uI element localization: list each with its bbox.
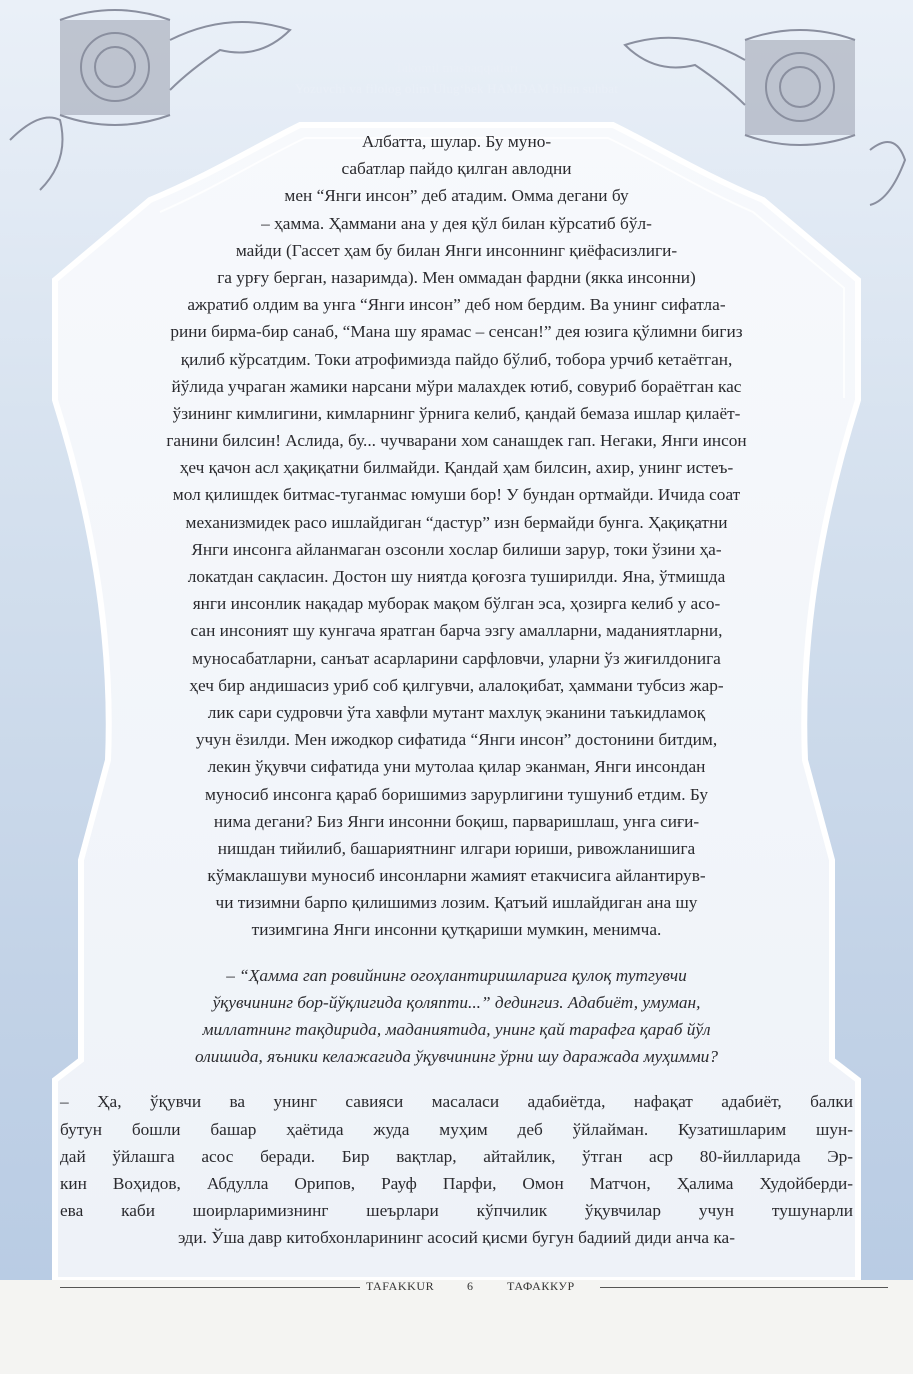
text-line: янги инсонлик нақадар муборак мақом бўлган эса, ҳозирга келиб у асо- bbox=[192, 594, 721, 614]
text-line: Албатта, шулар. Бу муно- bbox=[361, 132, 552, 151]
text-line: кин Воҳидов, Абдулла Орипов, Рауф Парфи, Омон Матчон, Ҳалима Худойберди- bbox=[60, 1173, 853, 1193]
text-line: бутун бошли башар ҳаётида жуда муҳим деб ўйлайман. Кузатишларим шун- bbox=[60, 1119, 853, 1139]
answer-paragraph bbox=[60, 128, 853, 944]
text-line: мол қилишдек битмас-туганмас юмуши бор! У бундан ортмайди. Ичида соат bbox=[172, 485, 741, 505]
text-line: тизимгина Янги инсонни қутқариши мумкин, менимча. bbox=[251, 920, 662, 940]
footer-magazine-cyrillic: ТАФАККУР bbox=[507, 1279, 575, 1293]
text-line: миллатнинг тақдирида, маданиятида, унинг қай тарафга қараб йўл bbox=[202, 1020, 711, 1039]
text-line: механизмидек расо ишлайдиган “дастур” изн бермайди бунга. Ҳақиқатни bbox=[185, 512, 728, 532]
text-line: ўқувчининг бор-йўқлигида қоляпти...” дедингиз. Адабиёт, умуман, bbox=[212, 992, 701, 1012]
text-line: чи тизимни барпо қилишимиз лозим. Қатъий ишлайдиган ана шу bbox=[215, 893, 698, 913]
text-line: Янги инсонга айланмаган озсонли хослар билиши зарур, токи ўзини ҳа- bbox=[191, 539, 722, 559]
page-number: 6 bbox=[467, 1279, 474, 1293]
text-line: рини бирма-бир санаб, “Мана шу ярамас – сенсан!” дея юзига қўлимни бигиз bbox=[170, 322, 743, 342]
text-line: майди (Гассет ҳам бу билан Янги инсоннинг қиёфасизлиги- bbox=[235, 240, 678, 260]
text-line: учун ёзилди. Мен ижодкор сифатида “Янги инсон” достонини битдим, bbox=[195, 730, 718, 750]
text-line: лик сари судровчи ўта хавфли мутант махлуқ эканини таъкидламоқ bbox=[207, 702, 706, 722]
text-line: ажратиб олдим ва унга “Янги инсон” деб ном бердим. Ва унинг сифатла- bbox=[187, 295, 726, 315]
text-line: – Ҳа, ўқувчи ва унинг савияси масаласи адабиётда, нафақат адабиёт, балки bbox=[60, 1092, 853, 1112]
text-line: қилиб кўрсатдим. Токи атрофимизда пайдо бўлиб, тобора урчиб кетаётган, bbox=[180, 349, 733, 369]
text-line: нима дегани? Биз Янги инсонни боқиш, парваришлаш, унга сиғи- bbox=[213, 811, 700, 831]
text-line: локатдан сақласин. Достон шу ниятда қоғозга туширилди. Яна, ўтмишда bbox=[187, 567, 726, 586]
text-line: га урғу берган, назаримда). Мен оммадан фардни (якка инсонни) bbox=[217, 267, 696, 287]
text-line: мен “Янги инсон” деб атадим. Омма дегани бу bbox=[284, 186, 629, 206]
footer-rule-right bbox=[600, 1287, 888, 1288]
footer-rule-left bbox=[60, 1287, 360, 1288]
footer-magazine-latin: TAFAKKUR bbox=[366, 1279, 435, 1293]
text-line: – ҳамма. Ҳаммани ана у дея қўл билан кўрсатиб бўл- bbox=[261, 213, 652, 233]
text-line: муносабатларни, санъат асарларини сарфловчи, уларни ўз жиғилдонига bbox=[192, 648, 721, 668]
header-interview-subtitle: Yozuvchi va filolog olim Ulug‘bek HAMDAM bilan suhbat bbox=[294, 81, 619, 96]
article-body bbox=[60, 128, 853, 1252]
text-line: ева каби шоирларимизнинг шеърлари кўпчилик ўқувчилар учун тушунарли bbox=[60, 1201, 853, 1221]
text-line: – “Ҳамма гап ровийнинг огоҳлантиришларига қулоқ тутгувчи bbox=[226, 965, 687, 985]
text-line: муносиб инсонга қараб боришимиз зарурлигини тушуниб етдим. Бу bbox=[204, 784, 708, 804]
page-footer bbox=[0, 1277, 913, 1297]
text-line: олишида, яъники келажагида ўқувчининг ўрни шу даражада муҳимми? bbox=[195, 1047, 718, 1067]
text-line: йўлида учраган жамики нарсани мўри малахдек ютиб, совуриб бораётган кас bbox=[171, 376, 742, 396]
header-series-title: Takomil mashaqqatlari bbox=[394, 60, 519, 75]
text-line: сабатлар пайдо қилган авлодни bbox=[341, 159, 572, 179]
text-line: нишдан тийилиб, башариятнинг илгари юриши, ривожланишига bbox=[217, 838, 696, 858]
text-line: ўзининг кимлигини, кимларнинг ўрнига келиб, қандай бемаза ишлар қилаёт- bbox=[172, 403, 741, 423]
interviewer-question bbox=[60, 962, 853, 1071]
text-line: ҳеч қачон асл ҳақиқатни билмайди. Қандай ҳам билсин, ахир, унинг истеъ- bbox=[179, 458, 734, 478]
text-line: лекин ўқувчи сифатида уни мутолаа қилар эканман, Янги инсондан bbox=[207, 757, 706, 777]
text-line: кўмаклашуви муносиб инсонларни жамият етакчисига айлантирув- bbox=[207, 866, 706, 886]
text-line: ҳеч бир андишасиз уриб соб қилгувчи, алалоқибат, ҳаммани тубсиз жар- bbox=[189, 675, 724, 695]
text-line: ганини билсин! Аслида, бу... чучварани хом санашдек гап. Негаки, Янги инсон bbox=[166, 431, 747, 451]
text-line: дай ўйлашга асос беради. Бир вақтлар, айтайлик, ўтган аср 80-йилларида Эр- bbox=[60, 1146, 853, 1166]
text-line: сан инсоният шу кунгача яратган барча эзгу амалларни, маданиятларни, bbox=[190, 621, 723, 641]
answer-paragraph-2 bbox=[60, 1088, 853, 1251]
text-line: эди. Ўша давр китобхонларининг асосий қисми бугун бадиий диди анча ка- bbox=[178, 1228, 735, 1248]
